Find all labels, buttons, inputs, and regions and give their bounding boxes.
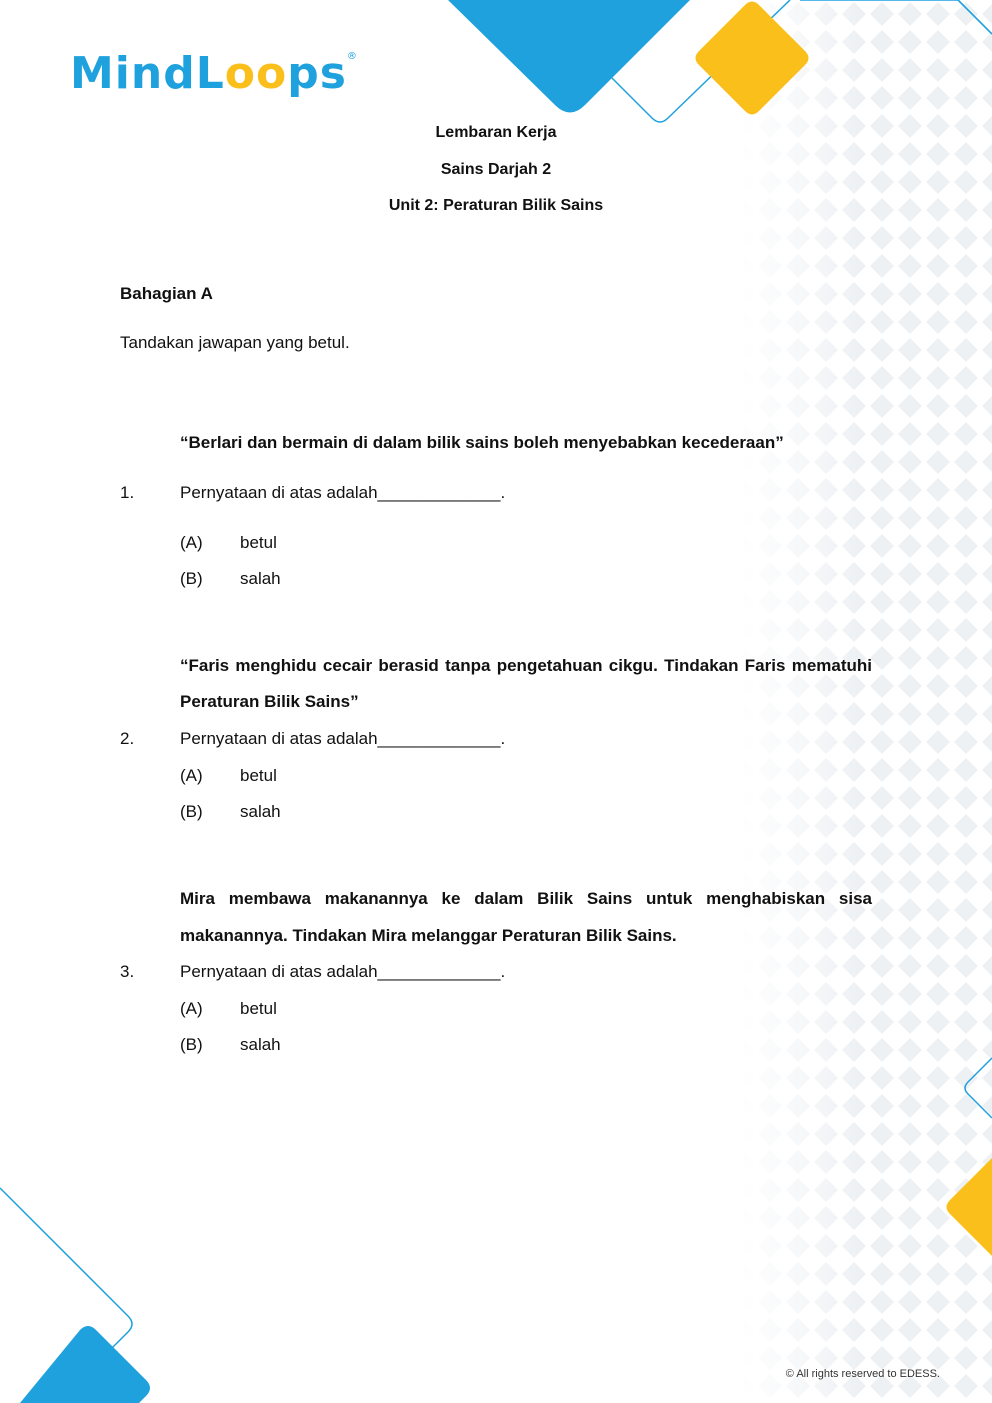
question-2-number: 2. [120, 729, 135, 748]
question-2-option-b-text: salah [240, 802, 281, 821]
question-1-option-b-text: salah [240, 569, 281, 588]
question-1-number: 1. [120, 483, 135, 502]
worksheet-title: Lembaran Kerja [435, 124, 557, 141]
question-3-statement-line-1: Mira membawa makanannya ke dalam Bilik Sains untuk menghabiskan sisa [180, 889, 872, 908]
question-3-prompt: Pernyataan di atas adalah_____________. [180, 962, 506, 981]
question-1-statement: “Berlari dan bermain di dalam bilik sains boleh menyebabkan kecederaan” [180, 433, 784, 452]
copyright-footer: © All rights reserved to EDESS. [785, 1368, 940, 1380]
top-blue-shape [448, 0, 690, 113]
question-3-number: 3. [120, 962, 135, 981]
question-2-option-a-letter: (A) [180, 766, 203, 785]
section-title: Bahagian A [120, 284, 213, 303]
question-3-statement-line-2: makanannya. Tindakan Mira melanggar Peraturan Bilik Sains. [180, 926, 677, 945]
question-2-option-a-text: betul [240, 766, 277, 785]
question-2-prompt: Pernyataan di atas adalah_____________. [180, 729, 506, 748]
question-1-prompt: Pernyataan di atas adalah_____________. [180, 483, 506, 502]
question-2-option-b-letter: (B) [180, 802, 203, 821]
subject-title: Sains Darjah 2 [440, 161, 552, 178]
question-2-statement-line-2: Peraturan Bilik Sains” [180, 692, 359, 711]
question-1-option-a-text: betul [240, 533, 277, 552]
question-3-option-a-text: betul [240, 999, 277, 1018]
bottom-left-blue-shape [20, 1326, 150, 1403]
question-1-option-b-letter: (B) [180, 569, 203, 588]
unit-title: Unit 2: Peraturan Bilik Sains [388, 197, 604, 214]
mindloops-logo: MindLoops® [70, 48, 358, 99]
instruction-text: Tandakan jawapan yang betul. [120, 333, 350, 352]
question-3-option-b-letter: (B) [180, 1035, 203, 1054]
question-2-statement-line-1: “Faris menghidu cecair berasid tanpa pengetahuan cikgu. Tindakan Faris mematuhi [180, 656, 872, 675]
question-3-option-a-letter: (A) [180, 999, 203, 1018]
question-3-option-b-text: salah [240, 1035, 281, 1054]
question-1-option-a-letter: (A) [180, 533, 203, 552]
